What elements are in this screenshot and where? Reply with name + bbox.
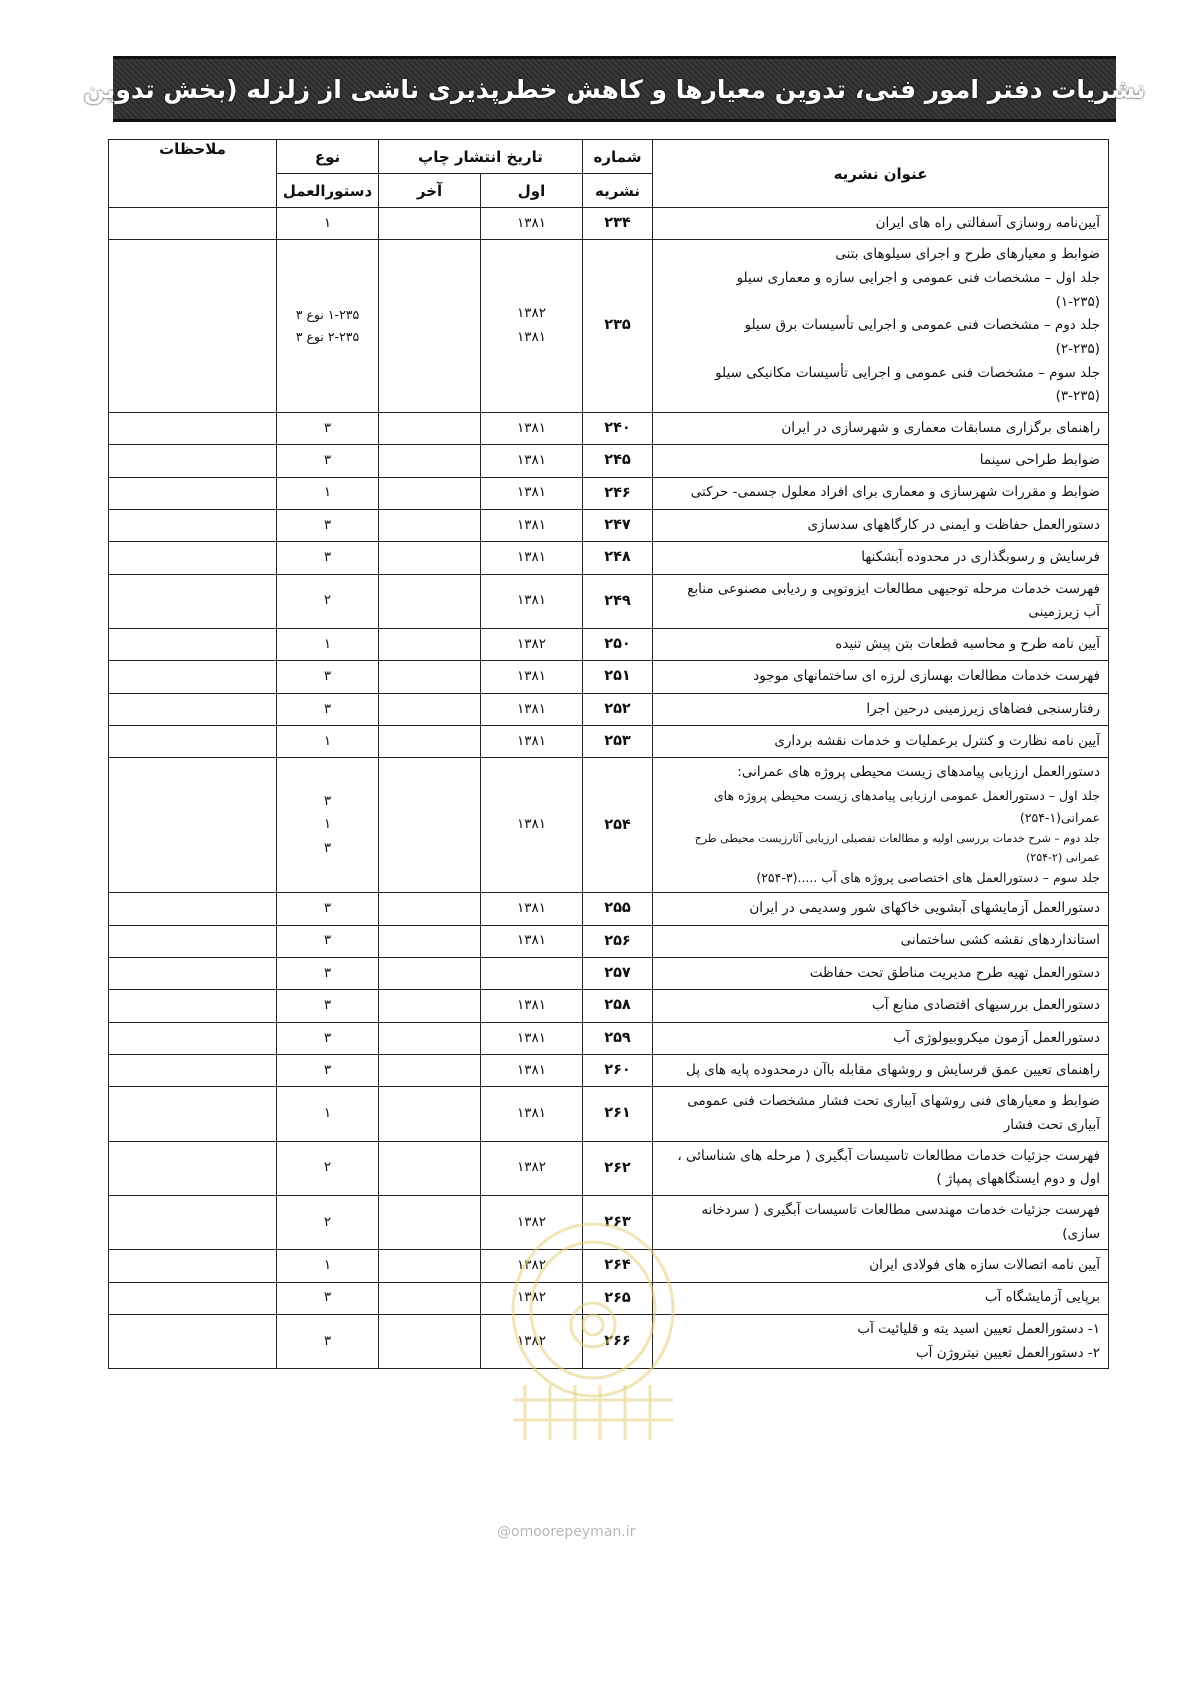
publication-number: ۲۳۵ xyxy=(583,240,653,412)
header-date-first: اول xyxy=(481,174,583,208)
publication-title: راهنمای تعیین عمق فرسایش و روشهای مقابله باآن درمحدوده پایه های پل xyxy=(653,1055,1109,1087)
first-print-date: ۱۳۸۱ xyxy=(481,990,583,1022)
first-print-date: ۱۳۸۱ xyxy=(481,477,583,509)
notes xyxy=(109,693,277,725)
publication-number: ۲۴۸ xyxy=(583,542,653,574)
date-line: ۱۳۸۱ xyxy=(517,329,547,346)
instruction-type xyxy=(277,240,379,412)
publication-number: ۲۶۵ xyxy=(583,1282,653,1314)
title-line: (۳-۲۳۵) xyxy=(1055,388,1101,405)
header-number-line2: نشریه xyxy=(583,174,653,208)
publications-table xyxy=(108,139,1109,1369)
instruction-type: ۱ xyxy=(277,628,379,660)
publication-title xyxy=(653,1141,1109,1195)
last-print-date xyxy=(379,661,481,693)
notes xyxy=(109,1195,277,1249)
last-print-date xyxy=(379,412,481,444)
title-line: عمرانی(۱-۲۵۴) xyxy=(1019,809,1101,825)
title-line: اول و دوم ایستگاههای پمپاژ ) xyxy=(936,1171,1101,1188)
publication-title: ضوابط و مقررات شهرسازی و معماری برای افراد معلول جسمی- حرکتی xyxy=(653,477,1109,509)
notes xyxy=(109,628,277,660)
publication-number: ۲۵۴ xyxy=(583,758,653,893)
first-print-date: ۱۳۸۱ xyxy=(481,758,583,893)
instruction-type xyxy=(277,758,379,893)
table-row xyxy=(109,1055,1109,1087)
publication-title: برپایی آزمایشگاه آب xyxy=(653,1282,1109,1314)
publication-number: ۲۳۴ xyxy=(583,208,653,240)
last-print-date xyxy=(379,1022,481,1054)
notes xyxy=(109,574,277,628)
type-line: ۲-۲۳۵ نوع ۳ xyxy=(295,329,360,345)
publication-number: ۲۵۷ xyxy=(583,957,653,989)
publication-number: ۲۴۹ xyxy=(583,574,653,628)
title-line: فهرست خدمات مرحله توجیهی مطالعات ایزوتوپی و ردیابی مصنوعی منابع xyxy=(687,580,1101,597)
publication-number: ۲۶۴ xyxy=(583,1250,653,1282)
first-print-date: ۱۳۸۱ xyxy=(481,661,583,693)
first-print-date xyxy=(481,240,583,412)
instruction-type: ۳ xyxy=(277,661,379,693)
title-line: (۱-۲۳۵) xyxy=(1055,293,1101,310)
notes xyxy=(109,412,277,444)
last-print-date xyxy=(379,925,481,957)
notes xyxy=(109,445,277,477)
header-notes: ملاحظات xyxy=(109,140,277,208)
first-print-date: ۱۳۸۱ xyxy=(481,509,583,541)
title-line: جلد سوم – دستورالعمل های اختصاصی پروژه های آب .....(۳-۲۵۴) xyxy=(756,870,1101,886)
watermark-url: @omoorepeyman.ir xyxy=(497,1524,636,1540)
publication-number: ۲۶۳ xyxy=(583,1195,653,1249)
publication-title: فهرست خدمات مطالعات بهسازی لرزه ای ساختمانهای موجود xyxy=(653,661,1109,693)
notes xyxy=(109,925,277,957)
table-row xyxy=(109,477,1109,509)
date-line: ۱۳۸۲ xyxy=(517,305,547,322)
title-line: آب زیرزمینی xyxy=(1028,604,1101,621)
title-line: (۲-۲۳۵) xyxy=(1055,340,1101,357)
notes xyxy=(109,1141,277,1195)
last-print-date xyxy=(379,208,481,240)
publication-title xyxy=(653,574,1109,628)
instruction-type: ۳ xyxy=(277,1314,379,1368)
table-row xyxy=(109,412,1109,444)
instruction-type: ۳ xyxy=(277,1055,379,1087)
publication-number: ۲۴۵ xyxy=(583,445,653,477)
notes xyxy=(109,1055,277,1087)
last-print-date xyxy=(379,726,481,758)
table-row xyxy=(109,509,1109,541)
header-title: عنوان نشریه xyxy=(653,140,1109,208)
notes xyxy=(109,1087,277,1141)
publication-number: ۲۵۱ xyxy=(583,661,653,693)
instruction-type: ۳ xyxy=(277,542,379,574)
table-row xyxy=(109,1022,1109,1054)
notes xyxy=(109,208,277,240)
first-print-date: ۱۳۸۱ xyxy=(481,445,583,477)
last-print-date xyxy=(379,1087,481,1141)
first-print-date: ۱۳۸۱ xyxy=(481,412,583,444)
title-line: جلد سوم – مشخصات فنی عمومی و اجرایی تأسیسات مکانیکی سیلو xyxy=(715,364,1101,381)
publication-title: استانداردهای نقشه کشی ساختمانی xyxy=(653,925,1109,957)
last-print-date xyxy=(379,240,481,412)
instruction-type: ۱ xyxy=(277,726,379,758)
publication-title xyxy=(653,758,1109,893)
publication-title xyxy=(653,240,1109,412)
first-print-date: ۱۳۸۱ xyxy=(481,542,583,574)
title-line: جلد اول – مشخصات فنی عمومی و اجرایی سازه و معماری سیلو xyxy=(736,270,1101,286)
type-line: ۱-۲۳۵ نوع ۳ xyxy=(295,307,360,323)
title-line: دستورالعمل ارزیابی پیامدهای زیست محیطی پروژه های عمرانی: xyxy=(737,764,1101,781)
notes xyxy=(109,509,277,541)
table-row xyxy=(109,1087,1109,1141)
publication-title: راهنمای برگزاری مسابقات معماری و شهرسازی در ایران xyxy=(653,412,1109,444)
last-print-date xyxy=(379,477,481,509)
instruction-type: ۳ xyxy=(277,990,379,1022)
publication-title: فرسایش و رسوبگذاری در محدوده آبشکنها xyxy=(653,542,1109,574)
table-row xyxy=(109,1282,1109,1314)
instruction-type: ۳ xyxy=(277,893,379,925)
type-line: ۱ xyxy=(323,816,332,833)
last-print-date xyxy=(379,1314,481,1368)
last-print-date xyxy=(379,628,481,660)
first-print-date: ۱۳۸۲ xyxy=(481,1282,583,1314)
instruction-type: ۳ xyxy=(277,1282,379,1314)
last-print-date xyxy=(379,574,481,628)
publication-title: ضوابط طراحی سینما xyxy=(653,445,1109,477)
last-print-date xyxy=(379,693,481,725)
header-banner xyxy=(83,56,1146,122)
notes xyxy=(109,1250,277,1282)
last-print-date xyxy=(379,509,481,541)
table-row xyxy=(109,445,1109,477)
last-print-date xyxy=(379,1250,481,1282)
instruction-type: ۲ xyxy=(277,1141,379,1195)
instruction-type: ۳ xyxy=(277,925,379,957)
first-print-date: ۱۳۸۱ xyxy=(481,574,583,628)
title-line: فهرست جزئیات خدمات مهندسی مطالعات تاسیسات آبگیری ( سردخانه xyxy=(701,1201,1101,1218)
table-row xyxy=(109,208,1109,240)
table-row xyxy=(109,1195,1109,1249)
header-date-last: آخر xyxy=(379,174,481,208)
instruction-type: ۳ xyxy=(277,1022,379,1054)
notes xyxy=(109,893,277,925)
notes xyxy=(109,1282,277,1314)
first-print-date xyxy=(481,957,583,989)
first-print-date: ۱۳۸۱ xyxy=(481,1087,583,1141)
publication-number: ۲۶۱ xyxy=(583,1087,653,1141)
title-line: فهرست جزئیات خدمات مطالعات تاسیسات آبگیری ( مرحله های شناسائی ، xyxy=(677,1147,1101,1164)
title-line: ضوابط و معیارهای فنی روشهای آبیاری تحت فشار مشخصات فنی عمومی xyxy=(687,1093,1101,1110)
last-print-date xyxy=(379,1195,481,1249)
last-print-date xyxy=(379,542,481,574)
table-row xyxy=(109,693,1109,725)
instruction-type: ۲ xyxy=(277,1195,379,1249)
title-line: سازی) xyxy=(1062,1225,1101,1242)
publication-number: ۲۴۶ xyxy=(583,477,653,509)
table-row xyxy=(109,925,1109,957)
notes xyxy=(109,542,277,574)
last-print-date xyxy=(379,445,481,477)
table-row xyxy=(109,628,1109,660)
publication-title xyxy=(653,1195,1109,1249)
first-print-date: ۱۳۸۱ xyxy=(481,893,583,925)
publication-title xyxy=(653,1314,1109,1368)
publication-number: ۲۵۲ xyxy=(583,693,653,725)
first-print-date: ۱۳۸۱ xyxy=(481,925,583,957)
table-row xyxy=(109,1250,1109,1282)
publication-title: دستورالعمل آزمون میکروبیولوژی آب xyxy=(653,1022,1109,1054)
publication-title: آیین‌نامه روسازی آسفالتی راه های ایران xyxy=(653,208,1109,240)
publication-title: آیین نامه نظارت و کنترل برعملیات و خدمات نقشه برداری xyxy=(653,726,1109,758)
publication-number: ۲۵۵ xyxy=(583,893,653,925)
table-row xyxy=(109,542,1109,574)
instruction-type: ۲ xyxy=(277,574,379,628)
title-line: عمرانی (۲-۲۵۴) xyxy=(1026,851,1101,864)
instruction-type: ۳ xyxy=(277,509,379,541)
instruction-type: ۳ xyxy=(277,412,379,444)
first-print-date: ۱۳۸۱ xyxy=(481,726,583,758)
header-type-line2: دستورالعمل xyxy=(277,174,379,208)
last-print-date xyxy=(379,893,481,925)
type-line: ۳ xyxy=(323,792,332,809)
type-line: ۳ xyxy=(323,840,332,857)
notes xyxy=(109,957,277,989)
header-type-line1: نوع xyxy=(277,140,379,174)
first-print-date: ۱۳۸۱ xyxy=(481,1055,583,1087)
last-print-date xyxy=(379,990,481,1022)
publication-title: دستورالعمل حفاظت و ایمنی در کارگاههای سدسازی xyxy=(653,509,1109,541)
table-row xyxy=(109,661,1109,693)
notes xyxy=(109,726,277,758)
instruction-type: ۳ xyxy=(277,445,379,477)
publication-number: ۲۵۶ xyxy=(583,925,653,957)
publication-number: ۲۴۰ xyxy=(583,412,653,444)
publication-title xyxy=(653,1087,1109,1141)
title-line: ۲- دستورالعمل تعیین نیتروژن آب xyxy=(915,1344,1101,1361)
publication-title: رفتارسنجی فضاهای زیرزمینی درحین اجرا xyxy=(653,693,1109,725)
instruction-type: ۱ xyxy=(277,208,379,240)
publication-number: ۲۶۲ xyxy=(583,1141,653,1195)
last-print-date xyxy=(379,1055,481,1087)
title-line: جلد دوم – مشخصات فنی عمومی و اجرایی تأسیسات برق سیلو xyxy=(744,317,1101,334)
publication-number: ۲۵۰ xyxy=(583,628,653,660)
publication-number: ۲۴۷ xyxy=(583,509,653,541)
last-print-date xyxy=(379,957,481,989)
header-number-line1: شماره xyxy=(583,140,653,174)
notes xyxy=(109,1022,277,1054)
table-row xyxy=(109,240,1109,412)
publication-number: ۲۶۰ xyxy=(583,1055,653,1087)
publication-number: ۲۶۶ xyxy=(583,1314,653,1368)
first-print-date: ۱۳۸۲ xyxy=(481,1141,583,1195)
table-row xyxy=(109,574,1109,628)
notes xyxy=(109,240,277,412)
page-title: نشریات دفتر امور فنی، تدوین معیارها و کاهش خطرپذیری ناشی از زلزله (بخش تدوین xyxy=(83,74,1146,104)
publication-title: دستورالعمل تهیه طرح مدیریت مناطق تحت حفاظت xyxy=(653,957,1109,989)
first-print-date: ۱۳۸۱ xyxy=(481,208,583,240)
first-print-date: ۱۳۸۲ xyxy=(481,1314,583,1368)
publication-number: ۲۵۸ xyxy=(583,990,653,1022)
notes xyxy=(109,758,277,893)
first-print-date: ۱۳۸۲ xyxy=(481,628,583,660)
last-print-date xyxy=(379,1282,481,1314)
publication-title: آیین نامه طرح و محاسبه قطعات بتن پیش تنیده xyxy=(653,628,1109,660)
title-line: ۱- دستورالعمل تعیین اسید یته و قلیائیت آب xyxy=(857,1320,1101,1337)
instruction-type: ۳ xyxy=(277,957,379,989)
last-print-date xyxy=(379,1141,481,1195)
notes xyxy=(109,990,277,1022)
header-print-date: تاریخ انتشار چاپ xyxy=(379,140,583,174)
table-row xyxy=(109,990,1109,1022)
table-row xyxy=(109,957,1109,989)
instruction-type: ۱ xyxy=(277,1087,379,1141)
title-line: جلد اول – دستورالعمل عمومی ارزیابی پیامدهای زیست محیطی پروژه های xyxy=(713,788,1101,803)
first-print-date: ۱۳۸۲ xyxy=(481,1250,583,1282)
instruction-type: ۳ xyxy=(277,693,379,725)
publication-title: دستورالعمل آزمایشهای آبشویی خاکهای شور وسدیمی در ایران xyxy=(653,893,1109,925)
table-row xyxy=(109,726,1109,758)
instruction-type: ۱ xyxy=(277,477,379,509)
first-print-date: ۱۳۸۲ xyxy=(481,1195,583,1249)
publication-title: دستورالعمل بررسیهای اقتصادی منابع آب xyxy=(653,990,1109,1022)
first-print-date: ۱۳۸۱ xyxy=(481,1022,583,1054)
publication-number: ۲۵۹ xyxy=(583,1022,653,1054)
table-row xyxy=(109,1314,1109,1368)
notes xyxy=(109,477,277,509)
last-print-date xyxy=(379,758,481,893)
instruction-type: ۱ xyxy=(277,1250,379,1282)
table-row xyxy=(109,893,1109,925)
publication-number: ۲۵۳ xyxy=(583,726,653,758)
notes xyxy=(109,661,277,693)
title-line: ضوابط و معیارهای طرح و اجرای سیلوهای بتنی xyxy=(835,246,1101,263)
publication-title: آیین نامه اتصالات سازه های فولادی ایران xyxy=(653,1250,1109,1282)
notes xyxy=(109,1314,277,1368)
title-line: جلد دوم – شرح خدمات بررسی اولیه و مطالعات تفصیلی ارزیابی آثارزیست محیطی طرح xyxy=(694,831,1101,845)
title-line: آبیاری تحت فشار xyxy=(1003,1117,1101,1133)
table-row xyxy=(109,1141,1109,1195)
table-row xyxy=(109,758,1109,893)
first-print-date: ۱۳۸۱ xyxy=(481,693,583,725)
